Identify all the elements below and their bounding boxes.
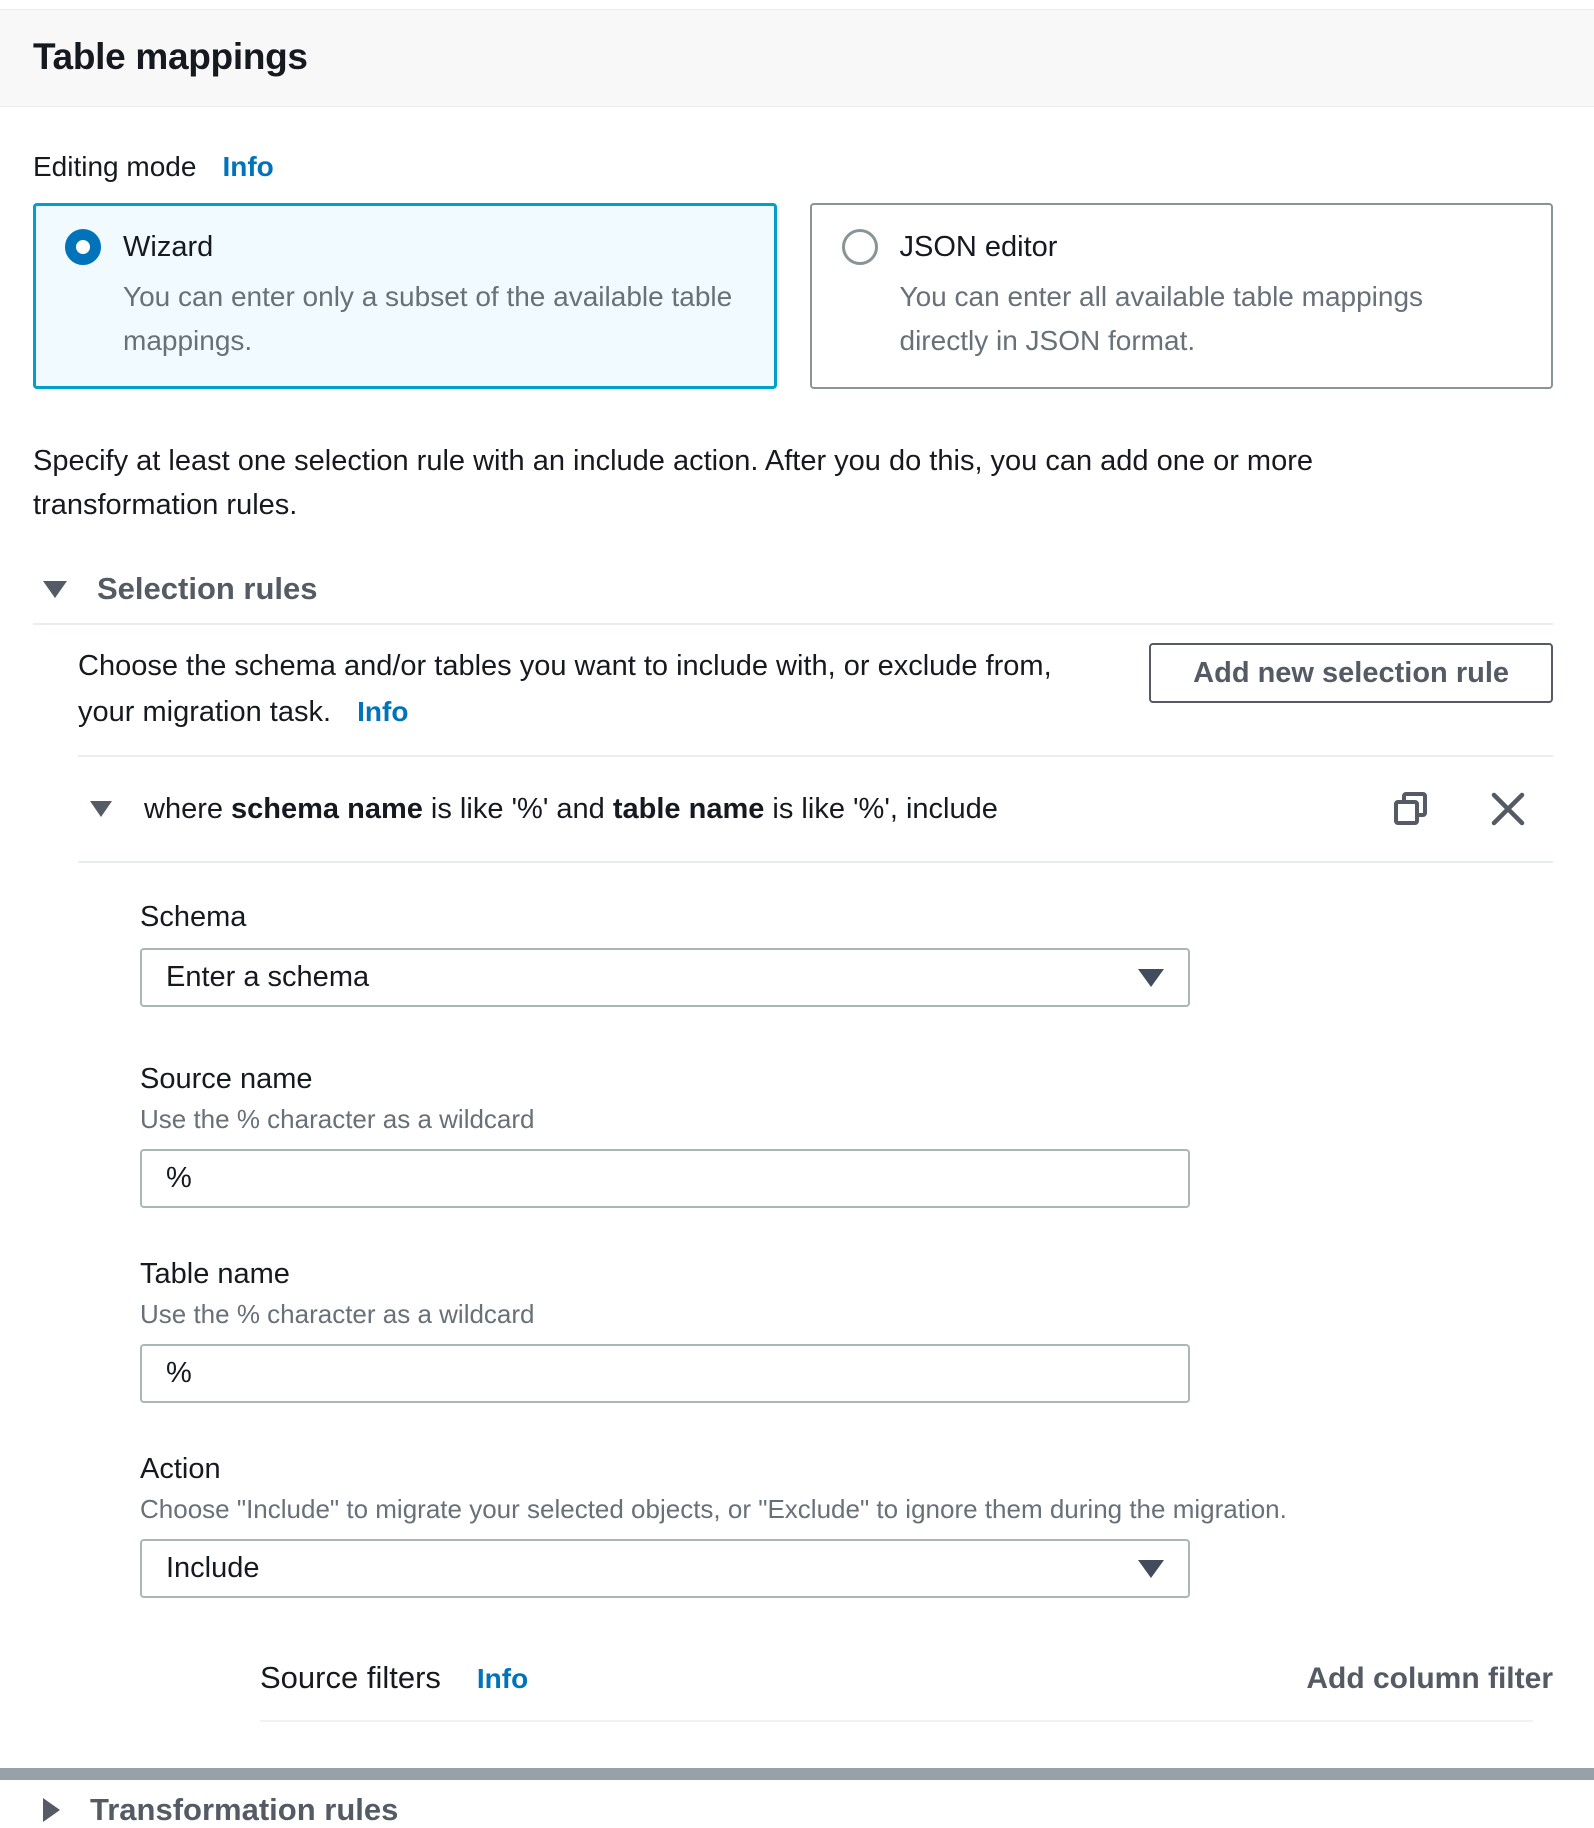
selection-rules-description bbox=[78, 643, 1078, 735]
close-icon bbox=[1491, 814, 1525, 829]
divider bbox=[260, 1720, 1533, 1722]
caret-down-icon bbox=[1138, 969, 1164, 987]
action-label: Action bbox=[140, 1453, 221, 1485]
schema-label: Schema bbox=[140, 901, 247, 933]
rule-title-table-name: table name bbox=[612, 792, 765, 825]
selection-rules-section-header[interactable] bbox=[33, 571, 1553, 607]
copy-icon bbox=[1393, 815, 1429, 830]
source-filters-row bbox=[260, 1660, 1553, 1696]
table-name-label: Table name bbox=[140, 1258, 290, 1290]
schema-select-value: Enter a schema bbox=[166, 961, 370, 993]
action-constraint: Choose "Include" to migrate your selected objects, or "Exclude" to ignore them during the migration. bbox=[140, 1494, 1287, 1524]
rule-actions bbox=[1393, 791, 1553, 827]
action-select[interactable] bbox=[140, 1539, 1190, 1598]
caret-down-icon bbox=[1138, 1560, 1164, 1578]
copy-rule-button[interactable] bbox=[1393, 791, 1429, 827]
json-editor-option-description: You can enter all available table mappings directly in JSON format. bbox=[899, 281, 1424, 356]
table-name-constraint: Use the % character as a wildcard bbox=[140, 1299, 535, 1329]
selection-rules-toolbar bbox=[33, 643, 1553, 735]
json-editor-option-head bbox=[842, 229, 1522, 265]
selection-rule-title bbox=[144, 793, 998, 826]
divider bbox=[78, 861, 1553, 863]
wizard-option-label: Wizard bbox=[123, 230, 214, 263]
chevron-down-icon bbox=[43, 581, 67, 598]
remove-rule-button[interactable] bbox=[1491, 792, 1525, 826]
panel-header bbox=[0, 10, 1594, 107]
selection-rule-header[interactable] bbox=[90, 757, 1553, 861]
selection-rules-intro-text: Specify at least one selection rule with an include action. After you do this, you can add one or more transformation rules. bbox=[33, 445, 1313, 521]
json-editor-option-label: JSON editor bbox=[899, 230, 1058, 263]
radio-unselected-icon[interactable] bbox=[842, 229, 878, 265]
add-new-selection-rule-button[interactable]: Add new selection rule bbox=[1149, 643, 1553, 703]
source-name-constraint: Use the % character as a wildcard bbox=[140, 1104, 535, 1134]
transformation-rules-section-header[interactable] bbox=[33, 1792, 1553, 1828]
chevron-right-icon bbox=[43, 1798, 60, 1822]
rule-title-part: is like '%', include bbox=[764, 792, 998, 825]
add-column-filter-button[interactable]: Add column filter bbox=[1306, 1662, 1553, 1695]
schema-select[interactable] bbox=[140, 948, 1190, 1007]
rule-title-part: is like '%' and bbox=[422, 792, 613, 825]
rule-title-schema-name: schema name bbox=[231, 792, 423, 825]
bottom-edge-strip bbox=[0, 1768, 1594, 1780]
table-mappings-panel bbox=[0, 151, 1594, 1828]
action-select-value: Include bbox=[166, 1552, 260, 1584]
selection-rule-form bbox=[140, 901, 1553, 1722]
selection-rules-description-text: Choose the schema and/or tables you want to include with, or exclude from, your migration task. bbox=[78, 650, 1052, 728]
editing-mode-row bbox=[33, 151, 1553, 183]
wizard-option-head bbox=[65, 229, 745, 265]
editing-mode-option-wizard[interactable] bbox=[33, 203, 777, 389]
editing-mode-label: Editing mode bbox=[33, 151, 197, 182]
selection-rules-info-link[interactable]: Info bbox=[357, 696, 409, 727]
selection-rules-section-title: Selection rules bbox=[97, 571, 318, 606]
source-filters-label: Source filters bbox=[260, 1660, 441, 1695]
transformation-rules-section-title: Transformation rules bbox=[90, 1792, 399, 1827]
rule-title-part: where bbox=[144, 792, 232, 825]
source-filters-info-link[interactable]: Info bbox=[476, 1663, 529, 1694]
page-title: Table mappings bbox=[33, 36, 308, 77]
editing-mode-info-link[interactable]: Info bbox=[222, 151, 274, 182]
table-name-input[interactable] bbox=[140, 1344, 1190, 1403]
divider bbox=[33, 623, 1553, 625]
editing-mode-option-json-editor[interactable] bbox=[810, 203, 1554, 389]
chevron-down-icon bbox=[90, 801, 112, 817]
wizard-option-description: You can enter only a subset of the available table mappings. bbox=[123, 281, 733, 356]
source-name-input[interactable] bbox=[140, 1149, 1190, 1208]
source-name-label: Source name bbox=[140, 1063, 313, 1095]
editing-mode-options bbox=[33, 203, 1553, 389]
radio-selected-icon[interactable] bbox=[65, 229, 101, 265]
top-edge-strip bbox=[0, 0, 1594, 10]
